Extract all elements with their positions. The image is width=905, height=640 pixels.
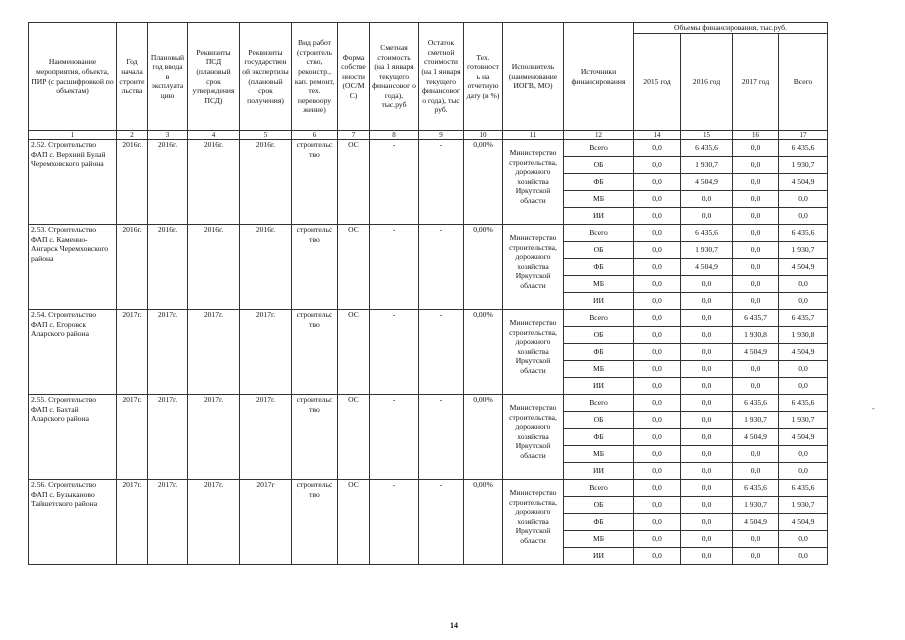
amount-2015: 0,0 (634, 225, 681, 242)
amount-2015: 0,0 (634, 497, 681, 514)
header-total: Всего (779, 34, 828, 131)
header-year-2017: 2017 год (733, 34, 779, 131)
amount-2016: 0,0 (681, 395, 733, 412)
commission-year: 2017г. (148, 480, 188, 565)
amount-2017: 0,0 (733, 242, 779, 259)
commission-year: 2016г. (148, 225, 188, 310)
amount-2015: 0,0 (634, 344, 681, 361)
amount-total: 0,0 (779, 191, 828, 208)
amount-2015: 0,0 (634, 293, 681, 310)
header-psd: Реквизиты ПСД (плановый срок утверждения ПСД) (188, 23, 240, 131)
amount-2016: 0,0 (681, 429, 733, 446)
work-type: строительс тво (292, 480, 338, 565)
column-number: 8 (370, 131, 419, 140)
column-number: 4 (188, 131, 240, 140)
amount-2017: 4 504,9 (733, 429, 779, 446)
amount-2016: 6 435,6 (681, 225, 733, 242)
expertise-date: 2017г. (240, 310, 292, 395)
executor: Министерство строительства, дорожного хозяйства Иркутской области (503, 395, 564, 480)
amount-2015: 0,0 (634, 395, 681, 412)
funding-table (28, 22, 828, 565)
commission-year: 2017г. (148, 310, 188, 395)
amount-2015: 0,0 (634, 140, 681, 157)
amount-total: 4 504,9 (779, 514, 828, 531)
column-number: 10 (464, 131, 503, 140)
executor: Министерство строительства, дорожного хозяйства Иркутской области (503, 225, 564, 310)
funding-source: Всего (564, 225, 634, 242)
header-funding: Объемы финансирования, тыс.руб. (634, 23, 828, 34)
amount-2015: 0,0 (634, 480, 681, 497)
amount-2017: 1 930,7 (733, 412, 779, 429)
amount-total: 4 504,9 (779, 174, 828, 191)
amount-2015: 0,0 (634, 327, 681, 344)
table-row (29, 140, 828, 157)
amount-total: 6 435,6 (779, 225, 828, 242)
table-row (29, 395, 828, 412)
start-year: 2016г. (117, 225, 148, 310)
psd-date: 2017г. (188, 395, 240, 480)
column-number: 16 (733, 131, 779, 140)
amount-2016: 0,0 (681, 463, 733, 480)
ownership: ОС (338, 480, 370, 565)
amount-2017: 1 930,8 (733, 327, 779, 344)
amount-2015: 0,0 (634, 429, 681, 446)
funding-source: Всего (564, 480, 634, 497)
amount-2017: 6 435,6 (733, 395, 779, 412)
amount-2015: 0,0 (634, 378, 681, 395)
funding-source: МБ (564, 531, 634, 548)
funding-source: ОБ (564, 497, 634, 514)
amount-2016: 1 930,7 (681, 157, 733, 174)
executor: Министерство строительства, дорожного хозяйства Иркутской области (503, 310, 564, 395)
amount-2015: 0,0 (634, 191, 681, 208)
amount-2017: 4 504,9 (733, 514, 779, 531)
amount-2015: 0,0 (634, 242, 681, 259)
amount-2017: 1 930,7 (733, 497, 779, 514)
funding-source: ФБ (564, 259, 634, 276)
funding-source: ИИ (564, 293, 634, 310)
amount-total: 0,0 (779, 361, 828, 378)
work-type: строительс тво (292, 395, 338, 480)
header-executor: Исполнитель (наименование ИОГВ, МО) (503, 23, 564, 131)
column-number: 7 (338, 131, 370, 140)
amount-total: 1 930,8 (779, 327, 828, 344)
column-number: 15 (681, 131, 733, 140)
column-number: 1 (29, 131, 117, 140)
psd-date: 2016г. (188, 225, 240, 310)
column-number: 3 (148, 131, 188, 140)
amount-2015: 0,0 (634, 310, 681, 327)
header-sources: Источники финансирования (564, 23, 634, 131)
amount-total: 0,0 (779, 446, 828, 463)
amount-2015: 0,0 (634, 412, 681, 429)
object-name: 2.53. Строительство ФАП с. Каменно-Ангарск Черемховского района (29, 225, 117, 310)
start-year: 2017г. (117, 310, 148, 395)
funding-source: ОБ (564, 327, 634, 344)
funding-source: ИИ (564, 548, 634, 565)
amount-2017: 6 435,6 (733, 480, 779, 497)
amount-2017: 0,0 (733, 548, 779, 565)
amount-total: 0,0 (779, 548, 828, 565)
work-type: строительс тво (292, 225, 338, 310)
table-row (29, 225, 828, 242)
amount-total: 0,0 (779, 208, 828, 225)
psd-date: 2016г. (188, 140, 240, 225)
amount-2017: 0,0 (733, 463, 779, 480)
expertise-date: 2016г. (240, 225, 292, 310)
amount-2016: 0,0 (681, 531, 733, 548)
amount-total: 1 930,7 (779, 412, 828, 429)
amount-2015: 0,0 (634, 276, 681, 293)
amount-2015: 0,0 (634, 259, 681, 276)
object-name: 2.54. Строительство ФАП с. Егоровск Аларского района (29, 310, 117, 395)
estimated-cost: - (370, 225, 419, 310)
amount-2017: 6 435,7 (733, 310, 779, 327)
column-number: 17 (779, 131, 828, 140)
funding-source: МБ (564, 276, 634, 293)
funding-source: ФБ (564, 514, 634, 531)
funding-source: МБ (564, 446, 634, 463)
amount-2017: 0,0 (733, 446, 779, 463)
amount-total: 0,0 (779, 293, 828, 310)
funding-source: ИИ (564, 378, 634, 395)
amount-2017: 0,0 (733, 140, 779, 157)
funding-source: ФБ (564, 429, 634, 446)
table-row (29, 310, 828, 327)
amount-2015: 0,0 (634, 531, 681, 548)
amount-2016: 0,0 (681, 208, 733, 225)
amount-total: 1 930,7 (779, 242, 828, 259)
amount-total: 6 435,7 (779, 310, 828, 327)
amount-2016: 0,0 (681, 514, 733, 531)
amount-2017: 0,0 (733, 174, 779, 191)
ownership: ОС (338, 140, 370, 225)
remaining-cost: - (419, 140, 464, 225)
amount-2016: 4 504,9 (681, 174, 733, 191)
amount-total: 4 504,9 (779, 259, 828, 276)
amount-2016: 0,0 (681, 293, 733, 310)
amount-2015: 0,0 (634, 157, 681, 174)
estimated-cost: - (370, 140, 419, 225)
amount-2016: 0,0 (681, 344, 733, 361)
amount-2015: 0,0 (634, 208, 681, 225)
header-ownership: Форма собстве нности (ОС/М С) (338, 23, 370, 131)
header-name: Наименование мероприятия, объекта, ПИР (с расшифровкой по объектам) (29, 23, 117, 131)
object-name: 2.52. Строительство ФАП с. Верхний Булай Черемховского района (29, 140, 117, 225)
column-number: 9 (419, 131, 464, 140)
ownership: ОС (338, 225, 370, 310)
header-work-type: Вид работ (строитель ство, реконстр., кап. ремонт, тех. перевоору жение) (292, 23, 338, 131)
amount-2017: 0,0 (733, 531, 779, 548)
commission-year: 2016г. (148, 140, 188, 225)
header-start-year: Год начала строите льства (117, 23, 148, 131)
amount-total: 4 504,9 (779, 344, 828, 361)
funding-source: ИИ (564, 208, 634, 225)
header-year-2015: 2015 год (634, 34, 681, 131)
executor: Министерство строительства, дорожного хозяйства Иркутской области (503, 480, 564, 565)
funding-source: Всего (564, 310, 634, 327)
table-header (29, 23, 828, 140)
amount-2016: 0,0 (681, 412, 733, 429)
expertise-date: 2016г. (240, 140, 292, 225)
amount-2016: 0,0 (681, 327, 733, 344)
amount-2017: 0,0 (733, 191, 779, 208)
amount-total: 4 504,9 (779, 429, 828, 446)
amount-2016: 4 504,9 (681, 259, 733, 276)
funding-source: Всего (564, 395, 634, 412)
header-estimated-cost: Сметная стоимость (на 1 января текущего финансовог о года), тыс.руб (370, 23, 419, 131)
column-number-row (29, 131, 828, 140)
amount-total: 0,0 (779, 276, 828, 293)
column-number: 6 (292, 131, 338, 140)
funding-source: МБ (564, 191, 634, 208)
amount-total: 0,0 (779, 531, 828, 548)
amount-2015: 0,0 (634, 463, 681, 480)
amount-2017: 0,0 (733, 276, 779, 293)
ownership: ОС (338, 310, 370, 395)
amount-2016: 0,0 (681, 191, 733, 208)
amount-2016: 0,0 (681, 497, 733, 514)
amount-2017: 0,0 (733, 361, 779, 378)
amount-2015: 0,0 (634, 514, 681, 531)
amount-2015: 0,0 (634, 361, 681, 378)
margin-mark: - (872, 404, 875, 413)
table-row (29, 480, 828, 497)
amount-2015: 0,0 (634, 548, 681, 565)
amount-2016: 0,0 (681, 276, 733, 293)
header-commission-year: Плановый год ввода в эксплуата цию (148, 23, 188, 131)
amount-2017: 0,0 (733, 208, 779, 225)
header-remaining-cost: Остаток сметной стоимости (на 1 января текущего финансовог о года), тыс руб. (419, 23, 464, 131)
remaining-cost: - (419, 480, 464, 565)
amount-2016: 0,0 (681, 548, 733, 565)
amount-2016: 0,0 (681, 310, 733, 327)
executor: Министерство строительства, дорожного хозяйства Иркутской области (503, 140, 564, 225)
amount-2017: 0,0 (733, 225, 779, 242)
header-expertise: Реквизиты государствен ой экспертизы (плановый срок получения) (240, 23, 292, 131)
readiness: 0,00% (464, 140, 503, 225)
funding-source: ОБ (564, 242, 634, 259)
amount-total: 6 435,6 (779, 480, 828, 497)
amount-2017: 0,0 (733, 157, 779, 174)
amount-2016: 1 930,7 (681, 242, 733, 259)
start-year: 2017г. (117, 395, 148, 480)
object-name: 2.55. Строительство ФАП с. Бахтай Аларского района (29, 395, 117, 480)
remaining-cost: - (419, 225, 464, 310)
column-number: 14 (634, 131, 681, 140)
object-name: 2.56. Строительство ФАП с. Бузыканово Тайшетского района (29, 480, 117, 565)
amount-2016: 0,0 (681, 378, 733, 395)
amount-2015: 0,0 (634, 174, 681, 191)
start-year: 2016г. (117, 140, 148, 225)
funding-source: ОБ (564, 412, 634, 429)
amount-2016: 6 435,6 (681, 140, 733, 157)
funding-source: МБ (564, 361, 634, 378)
work-type: строительс тво (292, 310, 338, 395)
ownership: ОС (338, 395, 370, 480)
amount-2016: 0,0 (681, 480, 733, 497)
header-readiness: Тех. готовност ь на отчетную дату (в %) (464, 23, 503, 131)
expertise-date: 2017г (240, 480, 292, 565)
amount-2017: 0,0 (733, 293, 779, 310)
funding-source: ФБ (564, 174, 634, 191)
psd-date: 2017г. (188, 480, 240, 565)
amount-2017: 4 504,9 (733, 344, 779, 361)
remaining-cost: - (419, 395, 464, 480)
column-number: 2 (117, 131, 148, 140)
commission-year: 2017г. (148, 395, 188, 480)
amount-total: 1 930,7 (779, 157, 828, 174)
document-page (28, 22, 828, 565)
work-type: строительс тво (292, 140, 338, 225)
readiness: 0,00% (464, 480, 503, 565)
funding-source: Всего (564, 140, 634, 157)
estimated-cost: - (370, 480, 419, 565)
readiness: 0,00% (464, 395, 503, 480)
readiness: 0,00% (464, 225, 503, 310)
amount-2017: 0,0 (733, 378, 779, 395)
amount-2015: 0,0 (634, 446, 681, 463)
amount-2016: 0,0 (681, 446, 733, 463)
readiness: 0,00% (464, 310, 503, 395)
amount-total: 6 435,6 (779, 140, 828, 157)
amount-total: 6 435,6 (779, 395, 828, 412)
start-year: 2017г. (117, 480, 148, 565)
column-number: 5 (240, 131, 292, 140)
amount-2017: 0,0 (733, 259, 779, 276)
funding-source: ФБ (564, 344, 634, 361)
estimated-cost: - (370, 395, 419, 480)
funding-source: ОБ (564, 157, 634, 174)
column-number: 12 (564, 131, 634, 140)
estimated-cost: - (370, 310, 419, 395)
amount-total: 1 930,7 (779, 497, 828, 514)
table-body (29, 140, 828, 565)
funding-source: ИИ (564, 463, 634, 480)
header-year-2016: 2016 год (681, 34, 733, 131)
expertise-date: 2017г. (240, 395, 292, 480)
amount-total: 0,0 (779, 463, 828, 480)
page-number: 14 (450, 621, 458, 630)
psd-date: 2017г. (188, 310, 240, 395)
remaining-cost: - (419, 310, 464, 395)
amount-total: 0,0 (779, 378, 828, 395)
column-number: 11 (503, 131, 564, 140)
amount-2016: 0,0 (681, 361, 733, 378)
